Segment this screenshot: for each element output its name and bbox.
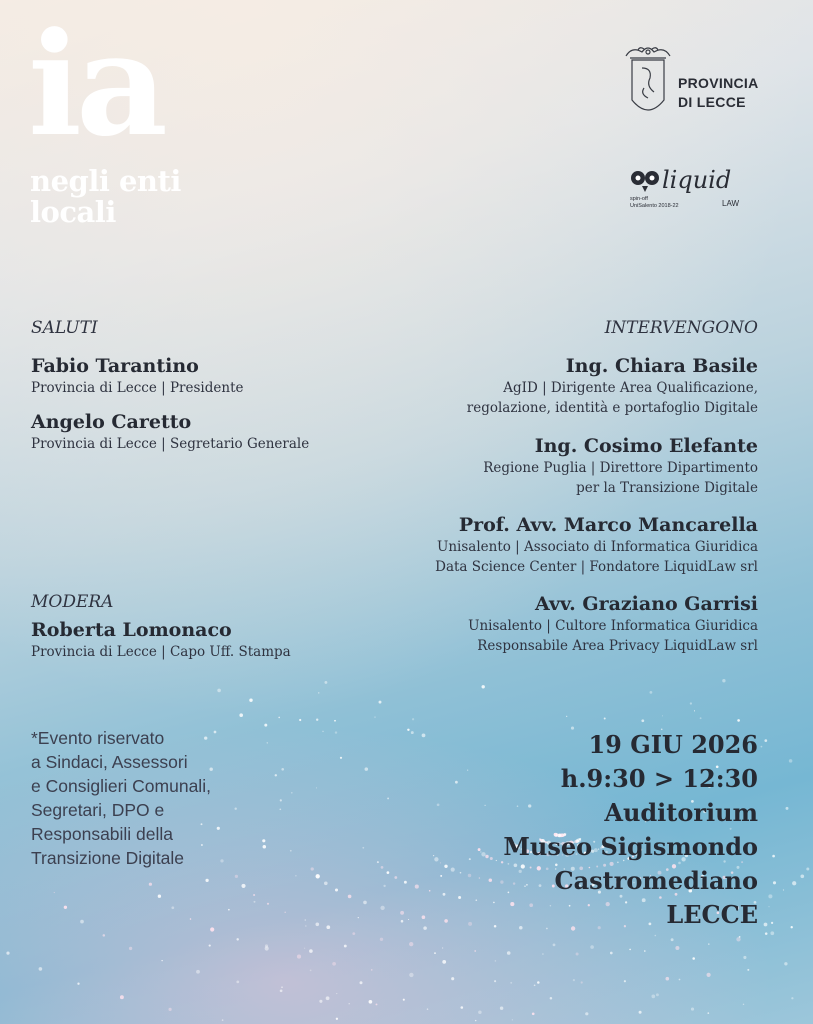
saluti-label: SALUTI [31, 318, 98, 338]
particle-dot [641, 719, 644, 722]
particle-dot [764, 739, 767, 742]
note-line: Segretari, DPO e [31, 800, 165, 820]
particle-dot [267, 903, 269, 905]
particle-dot [54, 892, 55, 893]
particle-dot [326, 925, 330, 929]
particle-dot [496, 860, 497, 861]
particle-dot [387, 797, 389, 799]
particle-dot [409, 973, 413, 977]
particle-dot [791, 997, 793, 999]
particle-dot [407, 729, 409, 731]
particle-dot [440, 875, 442, 877]
particle-dot [236, 981, 239, 984]
particle-dot [479, 877, 481, 879]
particle-dot [381, 866, 384, 869]
particle-dot [336, 993, 337, 994]
brand-title-ia: ia [28, 2, 162, 168]
particle-dot [451, 868, 455, 872]
particle-dot [507, 951, 511, 955]
particle-dot [534, 984, 536, 986]
particle-dot [284, 911, 286, 913]
particle-dot [482, 685, 485, 688]
particle-dot [478, 1010, 482, 1014]
particle-dot [297, 955, 301, 959]
particle-dot [358, 917, 359, 918]
particle-dot [309, 949, 313, 953]
particle-dot [784, 962, 787, 965]
particle-dot [316, 719, 318, 721]
particle-dot [305, 919, 307, 921]
particle-dot [304, 948, 305, 949]
particle-dot [6, 952, 9, 955]
particle-dot [371, 969, 373, 971]
particle-dot [205, 879, 208, 882]
particle-dot [666, 977, 670, 981]
particle-dot [484, 805, 485, 806]
particle-dot [236, 938, 238, 940]
particle-dot [352, 932, 355, 935]
particle-dot [708, 943, 709, 944]
speaker-2 [483, 434, 758, 498]
event-time: h.9:30 > 12:30 [560, 764, 758, 793]
person-role: Provincia di Lecce | Presidente [31, 380, 244, 396]
particle-dot [736, 937, 740, 941]
particle-dot [624, 980, 626, 982]
particle-dot [443, 893, 446, 896]
particle-dot [415, 885, 419, 889]
speaker-name: Ing. Chiara Basile [565, 355, 758, 377]
provincia-logo-text [678, 74, 759, 112]
particle-dot [210, 927, 214, 931]
particle-dot [196, 970, 200, 974]
particle-dot [489, 878, 492, 881]
moderator-role: Provincia di Lecce | Capo Uff. Stampa [31, 644, 291, 660]
particle-dot [322, 731, 324, 733]
particle-dot [761, 746, 763, 748]
speaker-role-line2: per la Transizione Digitale [576, 480, 758, 496]
modera-label: MODERA [31, 592, 114, 612]
liquid-law-owl-icon [628, 162, 768, 214]
provincia-line1: PROVINCIA [678, 75, 759, 91]
particle-dot [383, 885, 385, 887]
event-details [503, 728, 758, 932]
particle-dot [792, 881, 796, 885]
person-role: Provincia di Lecce | Segretario Generale [31, 436, 310, 452]
particle-dot [365, 767, 369, 771]
particle-dot [662, 715, 663, 716]
particle-dot [120, 995, 124, 999]
particle-dot [316, 787, 317, 788]
particle-dot [629, 949, 631, 951]
particle-dot [241, 884, 245, 888]
particle-dot [39, 967, 43, 971]
event-venue-line2: Museo Sigismondo [503, 832, 758, 861]
particle-dot [440, 862, 441, 863]
particle-dot [444, 919, 448, 923]
particle-dot [772, 855, 775, 858]
particle-dot [422, 734, 426, 738]
particle-dot [553, 944, 556, 947]
particle-dot [280, 799, 282, 801]
speaker-role-line2: Responsabile Area Privacy LiquidLaw srl [477, 638, 758, 654]
particle-dot [706, 973, 710, 977]
particle-dot [480, 851, 481, 852]
note-line: Transizione Digitale [31, 848, 185, 868]
particle-dot [344, 945, 347, 948]
particle-dot [651, 995, 655, 999]
particle-dot [235, 875, 238, 878]
particle-dot [64, 906, 67, 909]
particle-dot [481, 852, 485, 856]
particle-dot [291, 792, 293, 794]
particle-dot [474, 950, 476, 952]
particle-dot [348, 1003, 349, 1004]
particle-dot [494, 925, 497, 928]
particle-dot [161, 960, 162, 961]
saluti-person-2 [31, 410, 309, 454]
particle-dot [380, 938, 383, 941]
particle-dot [377, 861, 379, 863]
particle-dot [495, 960, 497, 962]
particle-dot [220, 859, 223, 862]
particle-dot [380, 906, 384, 910]
particle-dot [737, 719, 740, 722]
particle-dot [654, 935, 656, 937]
particle-dot [768, 906, 769, 907]
particle-dot [460, 872, 462, 874]
particle-dot [771, 922, 773, 924]
particle-dot [374, 716, 375, 717]
particle-dot [542, 953, 544, 955]
particle-dot [768, 894, 772, 898]
particle-dot [228, 909, 230, 911]
particle-dot [334, 720, 336, 722]
note-line: Responsabili della [31, 824, 174, 844]
brand-subtitle-line1: negli enti [30, 164, 181, 198]
particle-dot [590, 945, 594, 949]
particle-dot [279, 808, 281, 810]
particle-dot [455, 781, 458, 784]
particle-dot [475, 1020, 476, 1021]
spinoff-line1: spin-off [630, 196, 648, 202]
particle-dot [422, 915, 426, 919]
particle-dot [722, 679, 725, 682]
particle-dot [604, 718, 606, 720]
particle-dot [214, 731, 217, 734]
particle-dot [494, 980, 496, 982]
particle-dot [253, 894, 255, 896]
particle-dot [360, 981, 363, 984]
particle-dot [566, 716, 567, 717]
person-name: Angelo Caretto [31, 411, 192, 433]
particle-dot [103, 934, 106, 937]
particle-dot [764, 923, 768, 927]
particle-dot [281, 768, 284, 771]
particle-dot [376, 1003, 378, 1005]
particle-dot [675, 946, 679, 950]
particle-dot [786, 807, 789, 810]
particle-dot [512, 1019, 513, 1020]
particle-dot [299, 719, 301, 721]
particle-dot [550, 997, 553, 1000]
particle-dot [326, 996, 330, 1000]
speaker-4 [468, 592, 758, 656]
particle-dot [739, 936, 741, 938]
brand-subtitle [30, 166, 181, 228]
particle-dot [400, 911, 404, 915]
particle-dot [423, 926, 427, 930]
particle-dot [409, 942, 413, 946]
particle-dot [610, 952, 613, 955]
particle-dot [324, 681, 327, 684]
speaker-role-line1: Regione Puglia | Direttore Dipartimento [483, 460, 758, 476]
particle-dot [369, 1000, 373, 1004]
note-line: *Evento riservato [31, 728, 165, 748]
particle-dot [239, 713, 243, 717]
moderator-name: Roberta Lomonaco [31, 619, 232, 641]
particle-dot [264, 724, 267, 727]
particle-dot [217, 689, 221, 693]
particle-dot [656, 993, 659, 996]
particle-dot [171, 906, 174, 909]
particle-dot [434, 857, 438, 861]
particle-dot [281, 986, 283, 988]
particle-dot [773, 881, 776, 884]
speaker-1 [467, 354, 758, 418]
liquid-wordmark: liquid [662, 166, 732, 194]
particle-dot [478, 848, 481, 851]
particle-dot [770, 931, 774, 935]
particle-dot [690, 702, 692, 704]
particle-dot [427, 1008, 429, 1010]
particle-dot [442, 947, 443, 948]
particle-dot [168, 1008, 171, 1011]
particle-dot [411, 731, 414, 734]
particle-dot [679, 979, 681, 981]
particle-dot [316, 923, 320, 927]
particle-dot [363, 901, 367, 905]
particle-dot [490, 857, 493, 860]
particle-dot [576, 952, 579, 955]
particle-dot [460, 1006, 463, 1009]
particle-dot [468, 874, 471, 877]
particle-dot [644, 950, 646, 952]
particle-dot [401, 920, 404, 923]
particle-dot [700, 717, 702, 719]
particle-dot [348, 895, 352, 899]
particle-dot [650, 691, 653, 694]
particle-dot [451, 977, 454, 980]
particle-dot [387, 871, 390, 874]
particle-dot [789, 759, 793, 763]
particle-dot [585, 1012, 588, 1015]
particle-dot [412, 718, 414, 720]
speaker-name: Avv. Graziano Garrisi [534, 593, 758, 615]
particle-dot [234, 807, 236, 809]
speaker-role-line1: AgID | Dirigente Area Qualificazione, [503, 380, 758, 396]
speaker-role-line2: Data Science Center | Fondatore LiquidLaw srl [435, 559, 758, 575]
particle-dot [290, 850, 292, 852]
spinoff-line2: UniSalento 2018-22 [630, 203, 679, 209]
particle-dot [485, 855, 488, 858]
particle-dot [278, 717, 280, 719]
event-date: 19 GIU 2026 [588, 730, 758, 759]
particle-dot [209, 945, 211, 947]
particle-dot [694, 710, 695, 711]
particle-dot [691, 1008, 694, 1011]
particle-dot [362, 847, 364, 849]
particle-dot [305, 925, 306, 926]
particle-dot [458, 896, 461, 899]
particle-dot [408, 919, 409, 920]
particle-dot [433, 855, 434, 856]
particle-dot [265, 944, 268, 947]
particle-dot [249, 698, 252, 701]
particle-dot [493, 902, 495, 904]
particle-dot [222, 1019, 224, 1021]
particle-dot [469, 858, 471, 860]
person-name: Fabio Tarantino [31, 355, 199, 377]
particle-dot [267, 742, 268, 743]
intervengono-label: INTERVENGONO [604, 318, 758, 338]
particle-dot [442, 960, 446, 964]
note-line: e Consiglieri Comunali, [31, 776, 211, 796]
particle-dot [765, 932, 768, 935]
event-venue-line3: Castromediano [554, 866, 758, 895]
particle-dot [336, 1018, 338, 1020]
particle-dot [318, 692, 319, 693]
particle-dot [510, 982, 512, 984]
particle-dot [444, 865, 447, 868]
particle-dot [254, 901, 256, 903]
particle-dot [217, 827, 220, 830]
particle-dot [783, 889, 784, 890]
particle-dot [311, 867, 314, 870]
speaker-name: Prof. Avv. Marco Mancarella [458, 514, 758, 536]
particle-dot [158, 895, 161, 898]
particle-dot [190, 918, 192, 920]
particle-dot [340, 757, 342, 759]
particle-dot [581, 981, 583, 983]
particle-dot [149, 883, 152, 886]
particle-dot [429, 890, 431, 892]
particle-dot [379, 701, 382, 704]
liquid-sub: LAW [722, 199, 740, 208]
particle-dot [403, 999, 405, 1001]
event-city: LECCE [666, 900, 758, 929]
particle-dot [468, 922, 472, 926]
event-venue-line1: Auditorium [604, 798, 758, 827]
particle-dot [707, 1012, 709, 1014]
particle-dot [467, 770, 468, 771]
particle-dot [263, 845, 267, 849]
particle-dot [434, 952, 436, 954]
particle-dot [500, 1006, 503, 1009]
particle-dot [791, 926, 793, 928]
particle-dot [573, 979, 575, 981]
particle-dot [743, 956, 746, 959]
particle-dot [310, 970, 312, 972]
particle-dot [129, 947, 132, 950]
particle-dot [639, 1011, 642, 1014]
brand-subtitle-line2: locali [30, 195, 116, 229]
particle-dot [332, 962, 336, 966]
saluti-person-1 [31, 354, 243, 398]
particle-dot [475, 899, 477, 901]
particle-dot [537, 981, 540, 984]
particle-dot [335, 731, 337, 733]
particle-dot [275, 774, 277, 776]
particle-dot [280, 989, 283, 992]
particle-dot [324, 881, 328, 885]
audience-note [31, 726, 211, 870]
particle-dot [692, 957, 695, 960]
particle-dot [404, 881, 407, 884]
note-line: a Sindaci, Assessori [31, 752, 188, 772]
speaker-role-line2: regolazione, identità e portafoglio Digitale [466, 400, 758, 416]
speaker-name: Ing. Cosimo Elefante [534, 435, 758, 457]
provincia-line2: DI LECCE [678, 94, 746, 110]
particle-dot [295, 875, 297, 877]
particle-dot [319, 1000, 322, 1003]
particle-dot [743, 1004, 744, 1005]
particle-dot [747, 969, 749, 971]
particle-dot [77, 983, 79, 985]
particle-dot [316, 874, 320, 878]
particle-dot [80, 920, 84, 924]
moderator [31, 618, 291, 662]
particle-dot [394, 876, 397, 879]
particle-dot [532, 1012, 535, 1015]
particle-dot [671, 938, 674, 941]
speaker-3 [435, 513, 758, 577]
particle-dot [335, 888, 338, 891]
particle-dot [437, 803, 440, 806]
speaker-role-line1: Unisalento | Associato di Informatica Giuridica [436, 539, 758, 555]
particle-dot [262, 839, 265, 842]
particle-dot [806, 868, 809, 871]
speaker-role-line1: Unisalento | Cultore Informatica Giuridica [468, 618, 758, 634]
particle-dot [800, 874, 804, 878]
